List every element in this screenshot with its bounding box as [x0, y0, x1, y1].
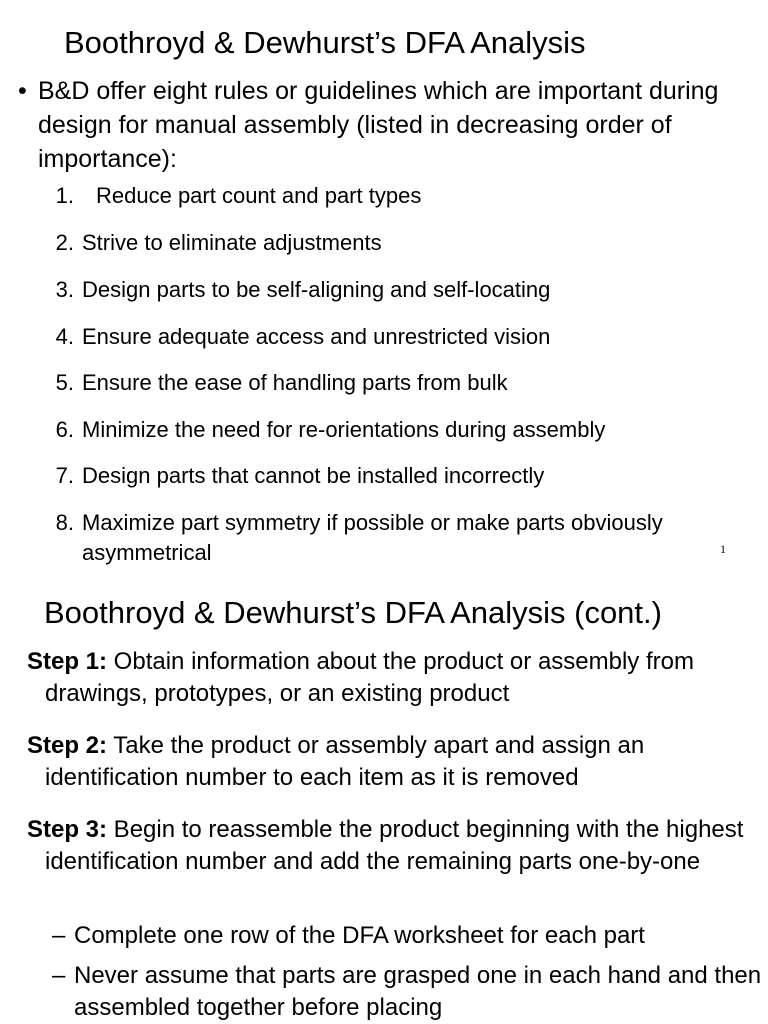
intro-bullet-text: B&D offer eight rules or guidelines which are important during design for manual assembly (listed in decreasing order of importance): [38, 77, 719, 173]
rule-item-5 [48, 368, 762, 398]
rule-item-2 [48, 228, 762, 258]
rule-text: Maximize part symmetry if possible or make parts obviously asymmetrical [82, 510, 663, 565]
step-1 [27, 646, 757, 710]
sub-item-text: Never assume that parts are grasped one in each hand and then assembled together before placing [74, 962, 762, 1021]
rule-item-7 [48, 461, 762, 491]
rule-text: Minimize the need for re-orientations during assembly [82, 417, 606, 442]
rule-number: 1. [55, 183, 74, 208]
intro-bullet [18, 74, 758, 176]
rule-number: 6. [55, 417, 74, 442]
step-text: Take the product or assembly apart and assign an identification number to each item as it is removed [45, 732, 645, 791]
rule-item-1 [48, 181, 768, 211]
sub-item-1 [52, 920, 762, 952]
step-label: Step 1: [27, 648, 108, 675]
step-label: Step 2: [27, 732, 108, 759]
rule-item-8 [48, 508, 762, 568]
rule-item-3 [48, 275, 762, 305]
step-2 [27, 730, 757, 794]
rule-text: Reduce part count and part types [96, 183, 422, 208]
step-3 [27, 814, 757, 878]
step-label: Step 3: [27, 816, 108, 843]
bullet-marker: • [18, 77, 27, 105]
rule-text: Ensure the ease of handling parts from bulk [82, 370, 508, 395]
dash-marker: – [52, 922, 66, 949]
rule-number: 2. [55, 230, 74, 255]
page-number: 1 [720, 542, 726, 556]
rule-item-6 [48, 415, 762, 445]
rule-item-4 [48, 322, 762, 352]
rule-number: 3. [55, 277, 74, 302]
slide-1-title: Boothroyd & Dewhurst’s DFA Analysis [64, 25, 586, 60]
step-text: Obtain information about the product or assembly from drawings, prototypes, or an existing product [45, 648, 694, 707]
rule-text: Design parts to be self-aligning and self-locating [82, 277, 551, 302]
rule-text: Design parts that cannot be installed incorrectly [82, 463, 545, 488]
slide-2-title: Boothroyd & Dewhurst’s DFA Analysis (cont.) [44, 595, 662, 630]
rule-number: 7. [55, 463, 74, 488]
rule-text: Ensure adequate access and unrestricted vision [82, 324, 551, 349]
rule-text: Strive to eliminate adjustments [82, 230, 382, 255]
step-text: Begin to reassemble the product beginning with the highest identification number and add the remaining parts one-by-one [45, 816, 744, 875]
rule-number: 5. [55, 370, 74, 395]
sub-item-2 [52, 960, 762, 1024]
rule-number: 8. [55, 510, 74, 535]
sub-item-text: Complete one row of the DFA worksheet for each part [74, 922, 645, 949]
dash-marker: – [52, 962, 66, 989]
rule-number: 4. [55, 324, 74, 349]
